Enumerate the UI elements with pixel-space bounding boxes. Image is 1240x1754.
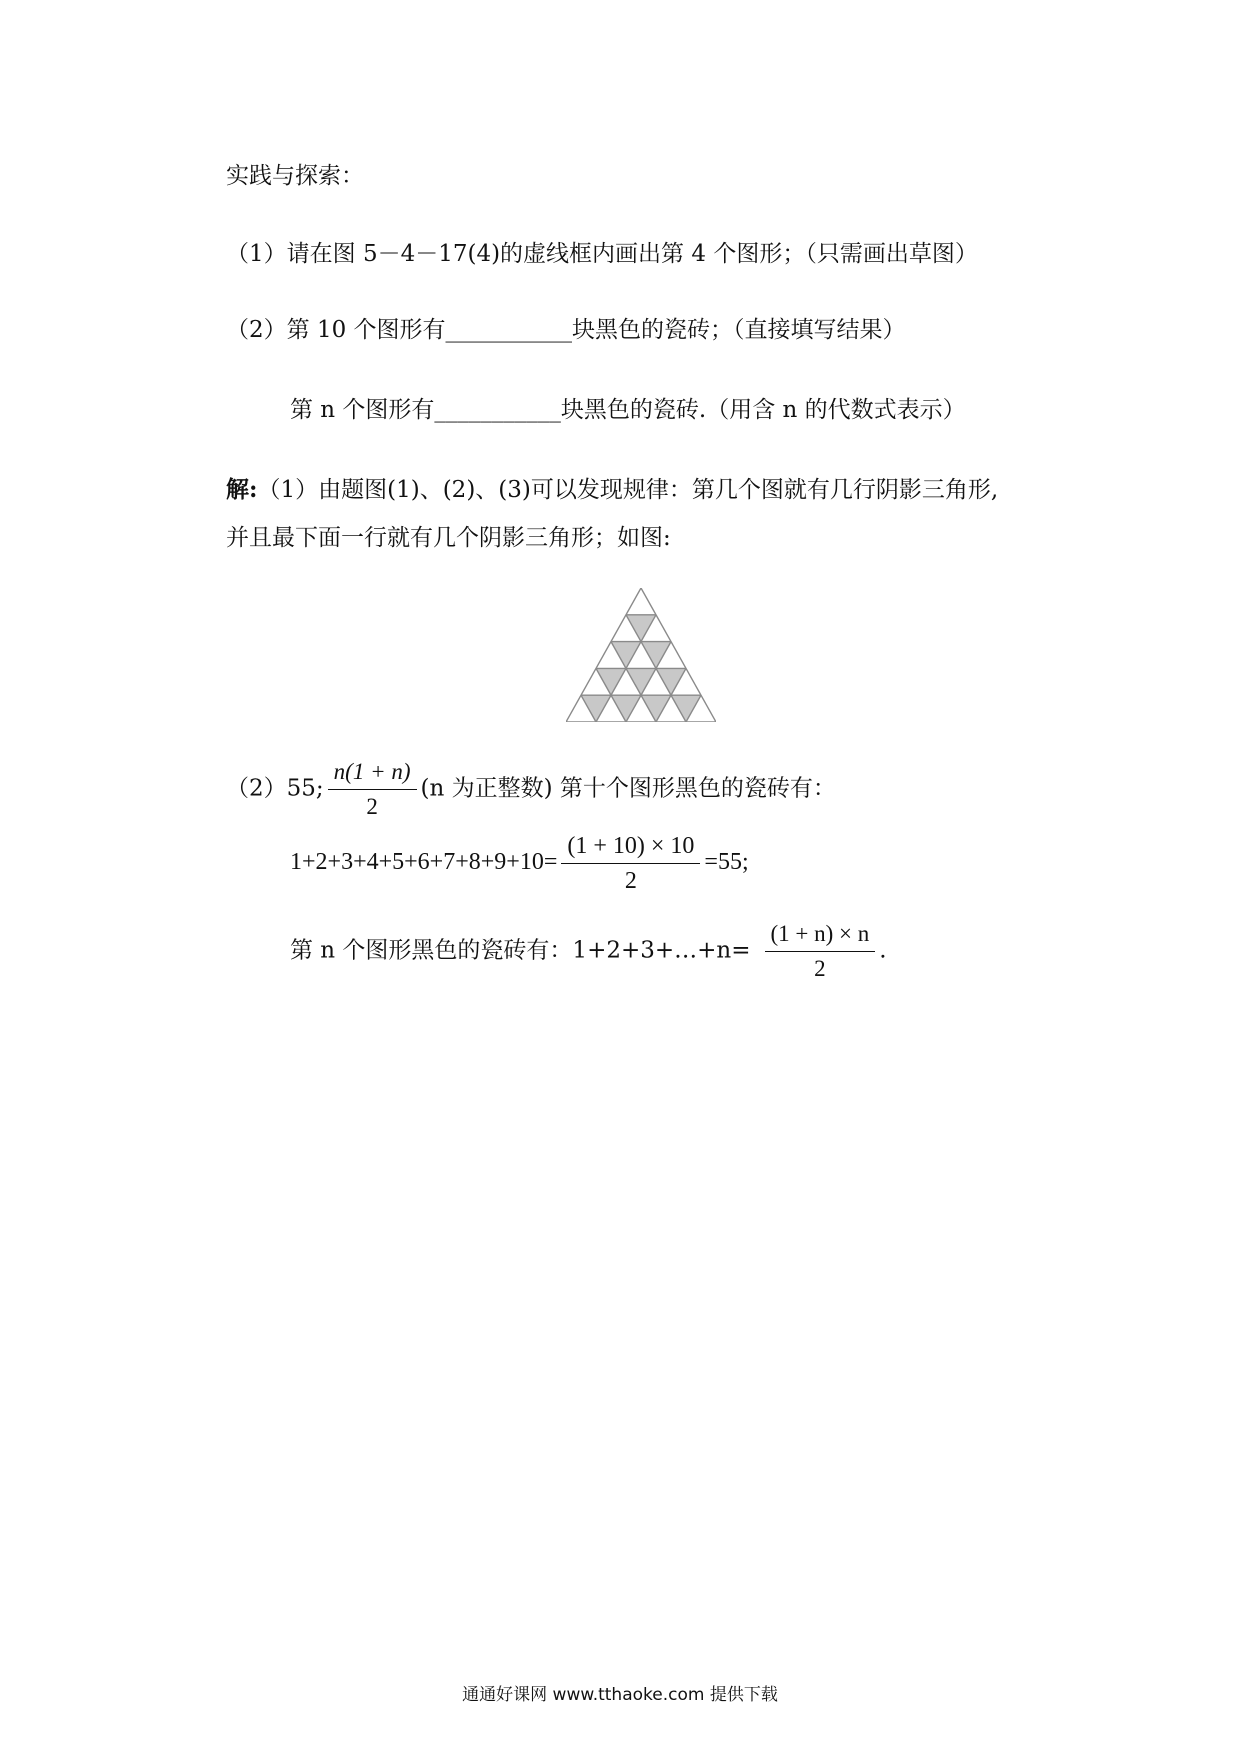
section-heading: 实践与探索： xyxy=(226,163,364,189)
solution-line-2: 并且最下面一行就有几个阴影三角形；如图: xyxy=(226,525,671,551)
solution-part1-text: （1）由题图(1)、(2)、(3)可以发现规律：第几个图就有几行阴影三角形, xyxy=(257,477,999,503)
general-suffix: . xyxy=(879,937,887,964)
sum-line xyxy=(290,832,749,895)
page-footer: 通通好课网 www.tthaoke.com 提供下载 xyxy=(462,1685,778,1705)
shaded-triangle xyxy=(596,668,626,695)
shaded-triangle xyxy=(626,668,656,695)
fraction-sum-10-numerator: (1 + 10) × 10 xyxy=(561,832,700,864)
triangle-tile-figure xyxy=(566,588,716,722)
shaded-triangle xyxy=(656,668,686,695)
solution-line-1 xyxy=(226,474,998,506)
question-1: （1）请在图 5－4－17(4)的虚线框内画出第 4 个图形；（只需画出草图） xyxy=(226,241,978,267)
solution-part2-line xyxy=(226,758,836,821)
fraction-n-numerator: n(1 + n) xyxy=(328,758,417,790)
question-2a: （2）第 10 个图形有___________块黑色的瓷砖；（直接填写结果） xyxy=(226,317,906,343)
fraction-sum-10 xyxy=(561,832,700,895)
shaded-triangle xyxy=(611,642,641,669)
solution-label: 解: xyxy=(226,476,258,503)
part2-prefix: （2）55; xyxy=(226,775,324,802)
general-prefix: 第 n 个图形黑色的瓷砖有：1+2+3+…+n= xyxy=(290,937,751,964)
shaded-triangle xyxy=(581,695,611,722)
fraction-general-denominator: 2 xyxy=(814,956,826,981)
shaded-triangle xyxy=(611,695,641,722)
fraction-general-numerator: (1 + n) × n xyxy=(765,920,876,952)
shaded-triangle xyxy=(641,642,671,669)
shaded-triangle xyxy=(626,615,656,642)
sum-suffix: =55; xyxy=(704,849,749,876)
sum-prefix: 1+2+3+4+5+6+7+8+9+10= xyxy=(290,849,558,876)
shaded-triangle xyxy=(641,695,671,722)
fraction-n-formula xyxy=(328,758,417,821)
general-formula-line xyxy=(290,920,887,983)
fraction-sum-10-denominator: 2 xyxy=(624,868,637,894)
fraction-n-denominator: 2 xyxy=(366,794,378,819)
part2-suffix: (n 为正整数) 第十个图形黑色的瓷砖有： xyxy=(420,775,836,802)
fraction-general xyxy=(765,920,876,983)
question-2b: 第 n 个图形有___________块黑色的瓷砖.（用含 n 的代数式表示） xyxy=(290,397,966,423)
shaded-triangle xyxy=(671,695,701,722)
